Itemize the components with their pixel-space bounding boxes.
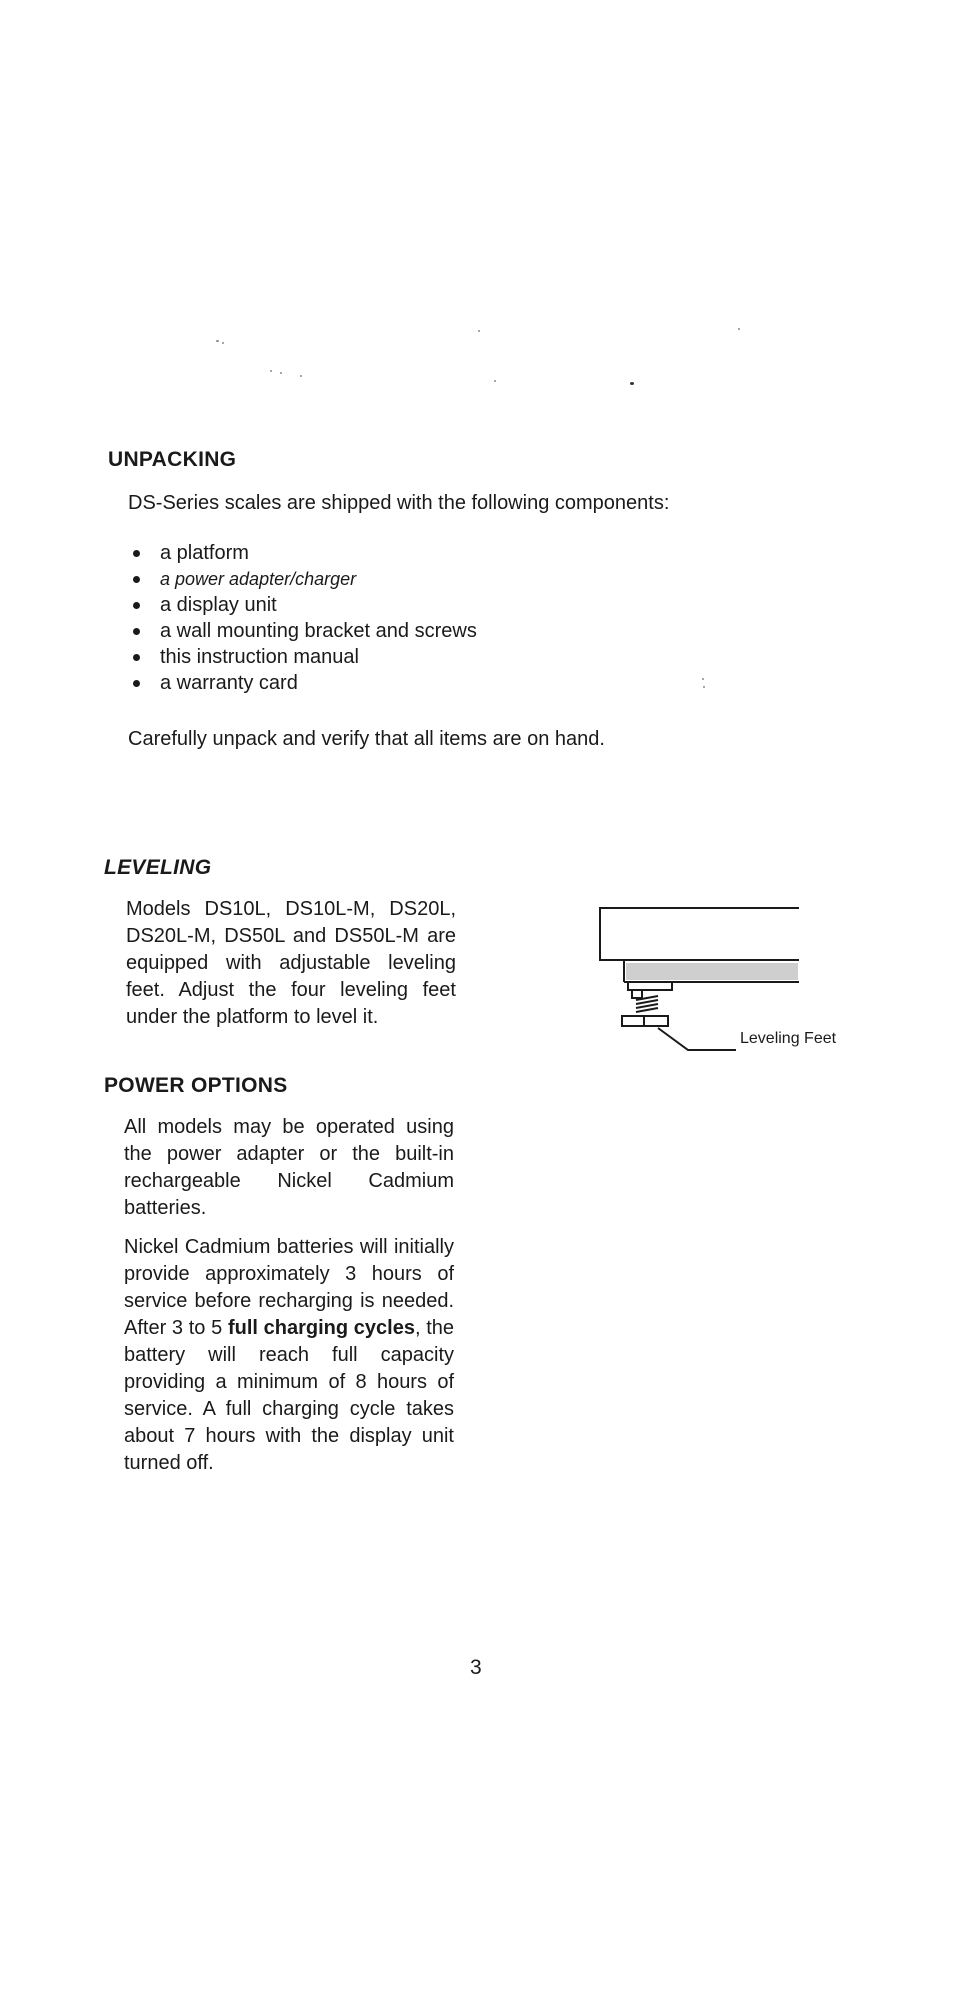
scan-speck — [702, 678, 704, 680]
leveling-body: Models DS10L, DS10L-M, DS20L, DS20L-M, DS50L and DS50L-M are equipped with adjustable leveling feet. Adjust the four leveling feet under the platform to level it. — [126, 898, 456, 1028]
scan-speck — [270, 370, 272, 372]
components-list — [128, 540, 477, 696]
para-2-bold-phrase: full charging cycles — [227, 1317, 415, 1339]
para-2-text-start: Nickel Cadmium batteries will initially provide approximately 3 hours of service before recharging is needed. After 3 to 5 — [124, 1236, 454, 1339]
scan-speck — [738, 328, 740, 330]
list-item: a warranty card — [128, 670, 477, 696]
scan-speck — [280, 372, 282, 374]
list-item: a wall mounting bracket and screws — [128, 618, 477, 644]
scan-speck — [478, 330, 480, 332]
scan-speck — [703, 686, 705, 688]
scan-speck — [222, 342, 224, 344]
power-options-heading: POWER OPTIONS — [104, 1074, 288, 1097]
page-number: 3 — [470, 1656, 482, 1679]
unpacking-intro: DS-Series scales are shipped with the following components: — [128, 492, 670, 514]
list-item: a power adapter/charger — [128, 566, 477, 592]
scan-speck — [300, 375, 302, 377]
leveling-feet-label: Leveling Feet — [740, 1030, 837, 1047]
list-item: a platform — [128, 540, 477, 566]
leveling-heading: LEVELING — [104, 856, 212, 879]
power-options-para-1: All models may be operated using the power adapter or the built-in rechargeable Nickel Cadmium batteries. — [124, 1116, 454, 1219]
unpacking-closing: Carefully unpack and verify that all items are on hand. — [128, 728, 605, 750]
scan-speck — [630, 382, 634, 385]
list-item: a display unit — [128, 592, 477, 618]
para-2-text-end: , the battery will reach full capacity providing a minimum of 8 hours of service. A full charging cycle takes about 7 hours with the display unit turned off. — [124, 1317, 455, 1474]
scan-speck — [494, 380, 496, 382]
scan-speck — [216, 340, 219, 342]
unpacking-heading: UNPACKING — [108, 448, 237, 471]
power-options-para-2 — [124, 1234, 454, 1477]
list-item: this instruction manual — [128, 644, 477, 670]
